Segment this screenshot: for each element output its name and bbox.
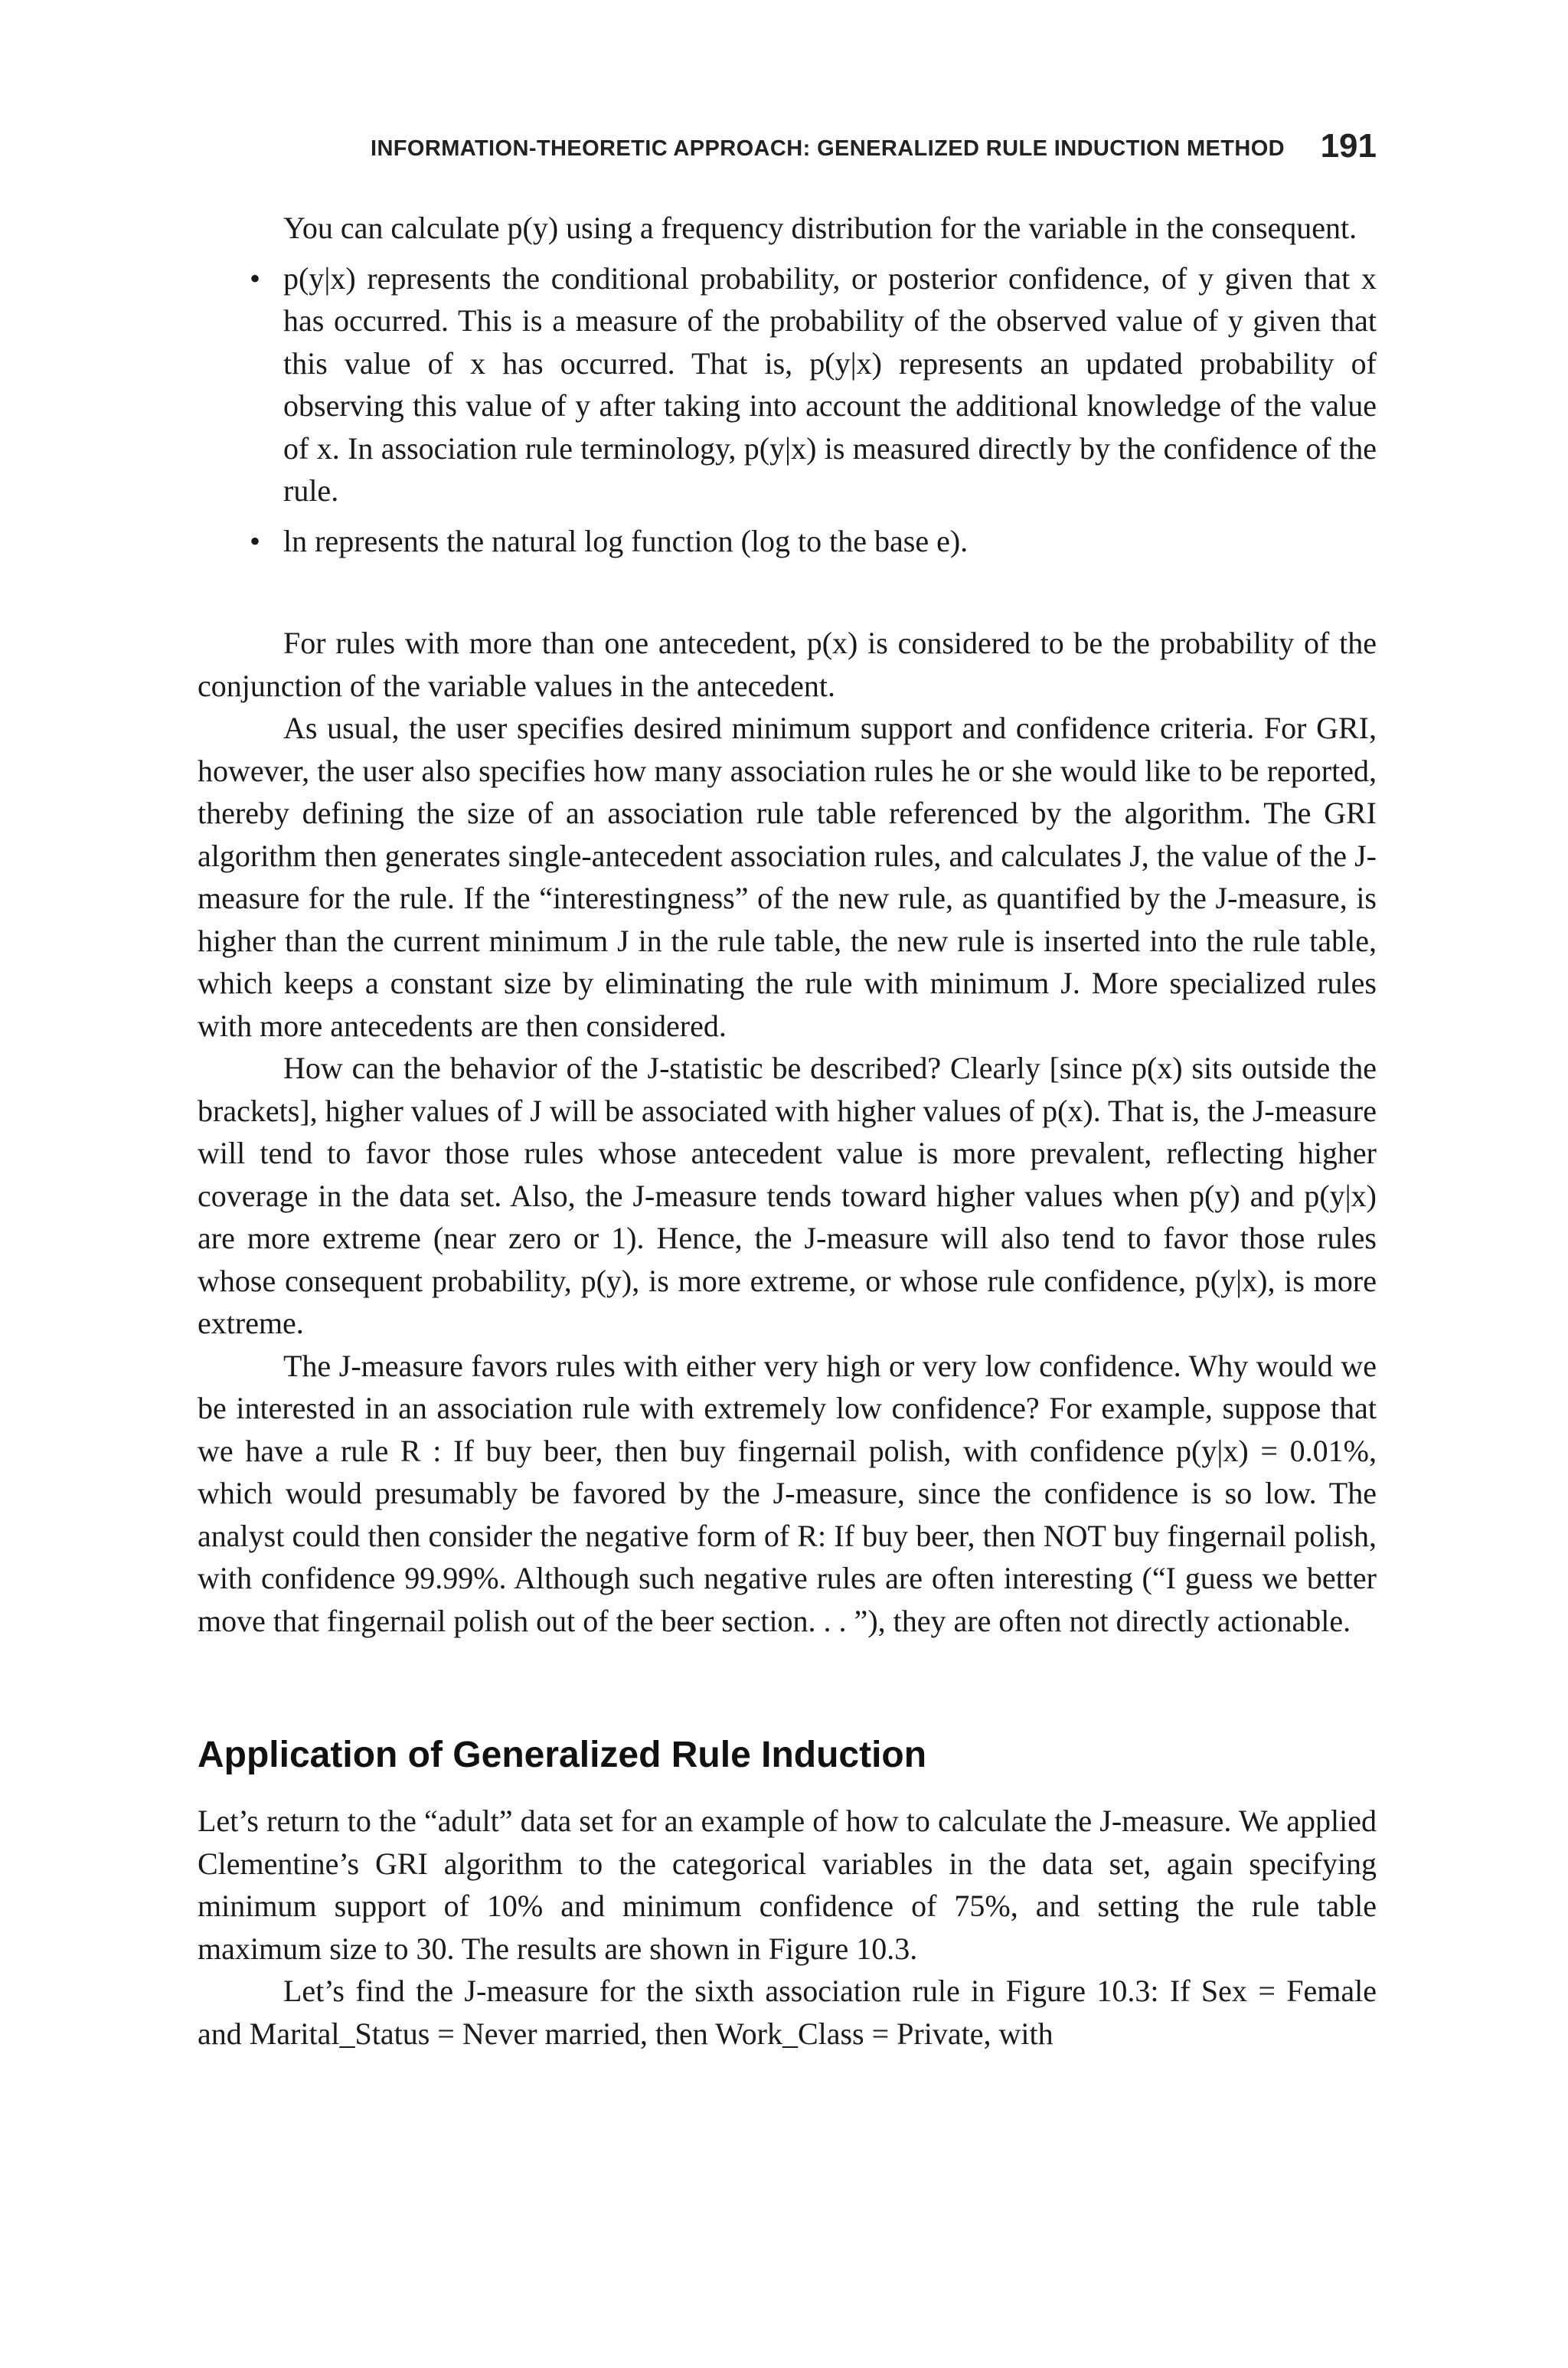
section-heading: Application of Generalized Rule Induction: [198, 1735, 927, 1775]
page-number: 191: [1320, 127, 1377, 165]
body-paragraph: As usual, the user specifies desired minimum support and confidence criteria. For GRI, however, the user also specifies how many association rules he or she would like to be reported, thereby defining the size of an association rule table referenced by the algorithm. The GRI algorithm then generates single-antecedent association rules, and calculates J, the value of the J-measure for the rule. If the “interestingness” of the new rule, as quantified by the J-measure, is higher than the current minimum J in the rule table, the new rule is inserted into the rule table, which keeps a constant size by eliminating the rule with minimum J. More specialized rules with more antecedents are then considered.: [198, 711, 1377, 1043]
bullet-item: • p(y|x) represents the conditional probability, or posterior confidence, of y given that x has occurred. This is a measure of the probability of the observed value of y given that this value of x has occurred. That is, p(y|x) represents an updated probability of observing this value of y after taking into account the additional knowledge of the value of x. In association rule terminology, p(y|x) is measured directly by the confidence of the rule.: [283, 257, 1377, 512]
page-header: [198, 123, 1377, 176]
body-paragraph: Let’s return to the “adult” data set for an example of how to calculate the J-measure. We applied Clementine’s GRI algorithm to the categorical variables in the data set, again specifying minimum support of 10% and minimum confidence of 75%, and setting the rule table maximum size to 30. The results are shown in Figure 10.3.: [198, 1804, 1377, 1966]
continuation-text: You can calculate p(y) using a frequency distribution for the variable in the consequent.: [283, 211, 1357, 245]
body-paragraph: Let’s find the J-measure for the sixth association rule in Figure 10.3: If Sex = Female and Marital_Status = Never married, then Work_Class = Private, with: [198, 1974, 1377, 2051]
bullet-item: • ln represents the natural log function (log to the base e).: [283, 520, 1377, 563]
body-paragraph: The J-measure favors rules with either very high or very low confidence. Why would we be interested in an association rule with extremely low confidence? For example, suppose that we have a rule R : If buy beer, then buy fingernail polish, with confidence p(y|x) = 0.01%, which would presumably be favored by the J-measure, since the confidence is so low. The analyst could then consider the negative form of R: If buy beer, then NOT buy fingernail polish, with confidence 99.99%. Although such negative rules are often interesting (“I guess we better move that fingernail polish out of the beer section. . . ”), they are often not directly actionable.: [198, 1348, 1377, 1638]
page-body: [198, 207, 1377, 2055]
body-paragraph: For rules with more than one antecedent, p(x) is considered to be the probability of the conjunction of the variable values in the antecedent.: [198, 626, 1377, 703]
body-paragraph: How can the behavior of the J-statistic be described? Clearly [since p(x) sits outside the brackets], higher values of J will be associated with higher values of p(x). That is, the J-measure will tend to favor those rules whose antecedent value is more prevalent, reflecting higher coverage in the data set. Also, the J-measure tends toward higher values when p(y) and p(y|x) are more extreme (near zero or 1). Hence, the J-measure will also tend to favor those rules whose consequent probability, p(y), is more extreme, or whose rule confidence, p(y|x), is more extreme.: [198, 1051, 1377, 1340]
bullet-list: [198, 257, 1377, 563]
running-head: INFORMATION-THEORETIC APPROACH: GENERALIZED RULE INDUCTION METHOD: [370, 136, 1285, 161]
